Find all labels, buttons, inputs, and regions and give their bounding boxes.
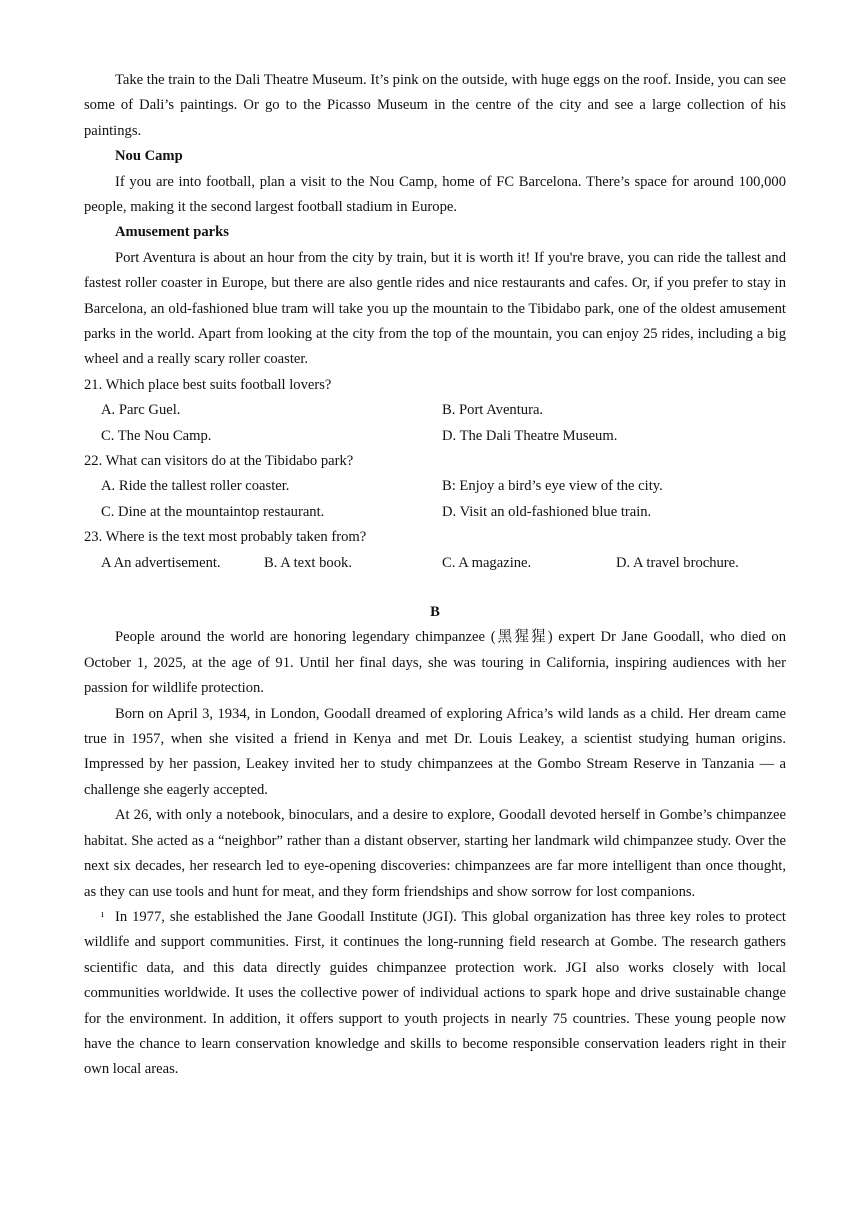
question-22-option-a: A. Ride the tallest roller coaster. [101, 478, 290, 495]
question-21-options-row-1 [84, 398, 786, 423]
goodall-paragraph-4: In 1977, she established the Jane Goodall Institute (JGI). This global organization has three key roles to protect wildlife and support communities. First, it continues the long-running field research at Gombe. The research gathers scientific data, and this data directly guides chimpanzee protection work. JGI also works closely with local communities worldwide. It uses the collective power of individual actions to spark hope and drive sustainable change for the environment. In addition, it offers support to youth projects in nearly 75 countries. These young people now have the chance to learn conservation knowledge and skills to become responsible conservation leaders right in their own local areas. [84, 908, 786, 1078]
question-22-options-row-2 [84, 500, 786, 525]
question-21-option-a: A. Parc Guel. [101, 402, 181, 419]
question-21-option-d: D. The Dali Theatre Museum. [442, 427, 618, 444]
question-22-option-d: D. Visit an old-fashioned blue train. [442, 503, 652, 520]
question-21-option-c: C. The Nou Camp. [101, 427, 212, 444]
question-21-options-row-2 [84, 424, 786, 449]
section-b-title: B [430, 604, 440, 621]
nou-camp-paragraph: If you are into football, plan a visit to the Nou Camp, home of FC Barcelona. There’s space for around 100,000 people, making it the second largest football stadium in Europe. [84, 173, 786, 216]
question-23-stem: 23. Where is the text most probably taken from? [84, 529, 367, 546]
question-23-option-d: D. A travel brochure. [616, 554, 739, 571]
amusement-parks-heading: Amusement parks [115, 224, 229, 241]
document-page [84, 68, 786, 1083]
question-23-option-c: C. A magazine. [442, 554, 532, 571]
question-23-option-b: B. A text book. [264, 554, 352, 571]
question-23-option-a: A An advertisement. [101, 554, 221, 571]
question-21-stem: 21. Which place best suits football lovers? [84, 376, 332, 393]
nou-camp-heading: Nou Camp [115, 148, 183, 165]
question-21-option-b: B. Port Aventura. [442, 402, 544, 419]
goodall-paragraph-1: People around the world are honoring legendary chimpanzee (黑猩猩) expert Dr Jane Goodall, who died on October 1, 2025, at the age of 91. Until her final days, she was touring in California, inspiring audiences with her passion for wildlife protection. [84, 629, 786, 697]
stray-mark: ı [101, 908, 104, 920]
goodall-paragraph-4-wrapper [84, 905, 786, 1083]
question-22-stem: 22. What can visitors do at the Tibidabo park? [84, 453, 354, 470]
question-22-options-row-1 [84, 474, 786, 499]
question-23-options-row [84, 551, 786, 576]
question-22-option-c: C. Dine at the mountaintop restaurant. [101, 503, 325, 520]
dali-museum-paragraph: Take the train to the Dali Theatre Museum. It’s pink on the outside, with huge eggs on the roof. Inside, you can see some of Dali’s paintings. Or go to the Picasso Museum in the centre of the city and see a large collection of his paintings. [84, 72, 786, 139]
question-22-option-b: B: Enjoy a bird’s eye view of the city. [442, 478, 663, 495]
goodall-paragraph-3: At 26, with only a notebook, binoculars, and a desire to explore, Goodall devoted herself in Gombe’s chimpanzee habitat. She acted as a “neighbor” rather than a distant observer, starting her landmark wild chimpanzee study. Over the next six decades, her research led to eye-opening discoveries: chimpanzees are far more intelligent than once thought, as they can use tools and hunt for meat, and they form friendships and show sorrow for lost companions. [84, 807, 786, 900]
amusement-parks-paragraph: Port Aventura is about an hour from the city by train, but it is worth it! If you're brave, you can ride the tallest and fastest roller coaster in Europe, but there are also gentle rides and nice restaurants and cafes. Or, if you prefer to stay in Barcelona, an old-fashioned blue tram will take you up the mountain to the Tibidabo park, one of the oldest amusement parks in the world. Apart from looking at the city from the top of the mountain, you can enjoy 25 rides, including a big wheel and a really scary roller coaster. [84, 249, 786, 368]
goodall-paragraph-2: Born on April 3, 1934, in London, Goodall dreamed of exploring Africa’s wild lands as a child. Her dream came true in 1957, when she visited a friend in Kenya and met Dr. Louis Leakey, a scientist studying human origins. Impressed by her passion, Leakey invited her to study chimpanzees at the Gombo Stream Reserve in Tanzania — a challenge she eagerly accepted. [84, 705, 786, 798]
